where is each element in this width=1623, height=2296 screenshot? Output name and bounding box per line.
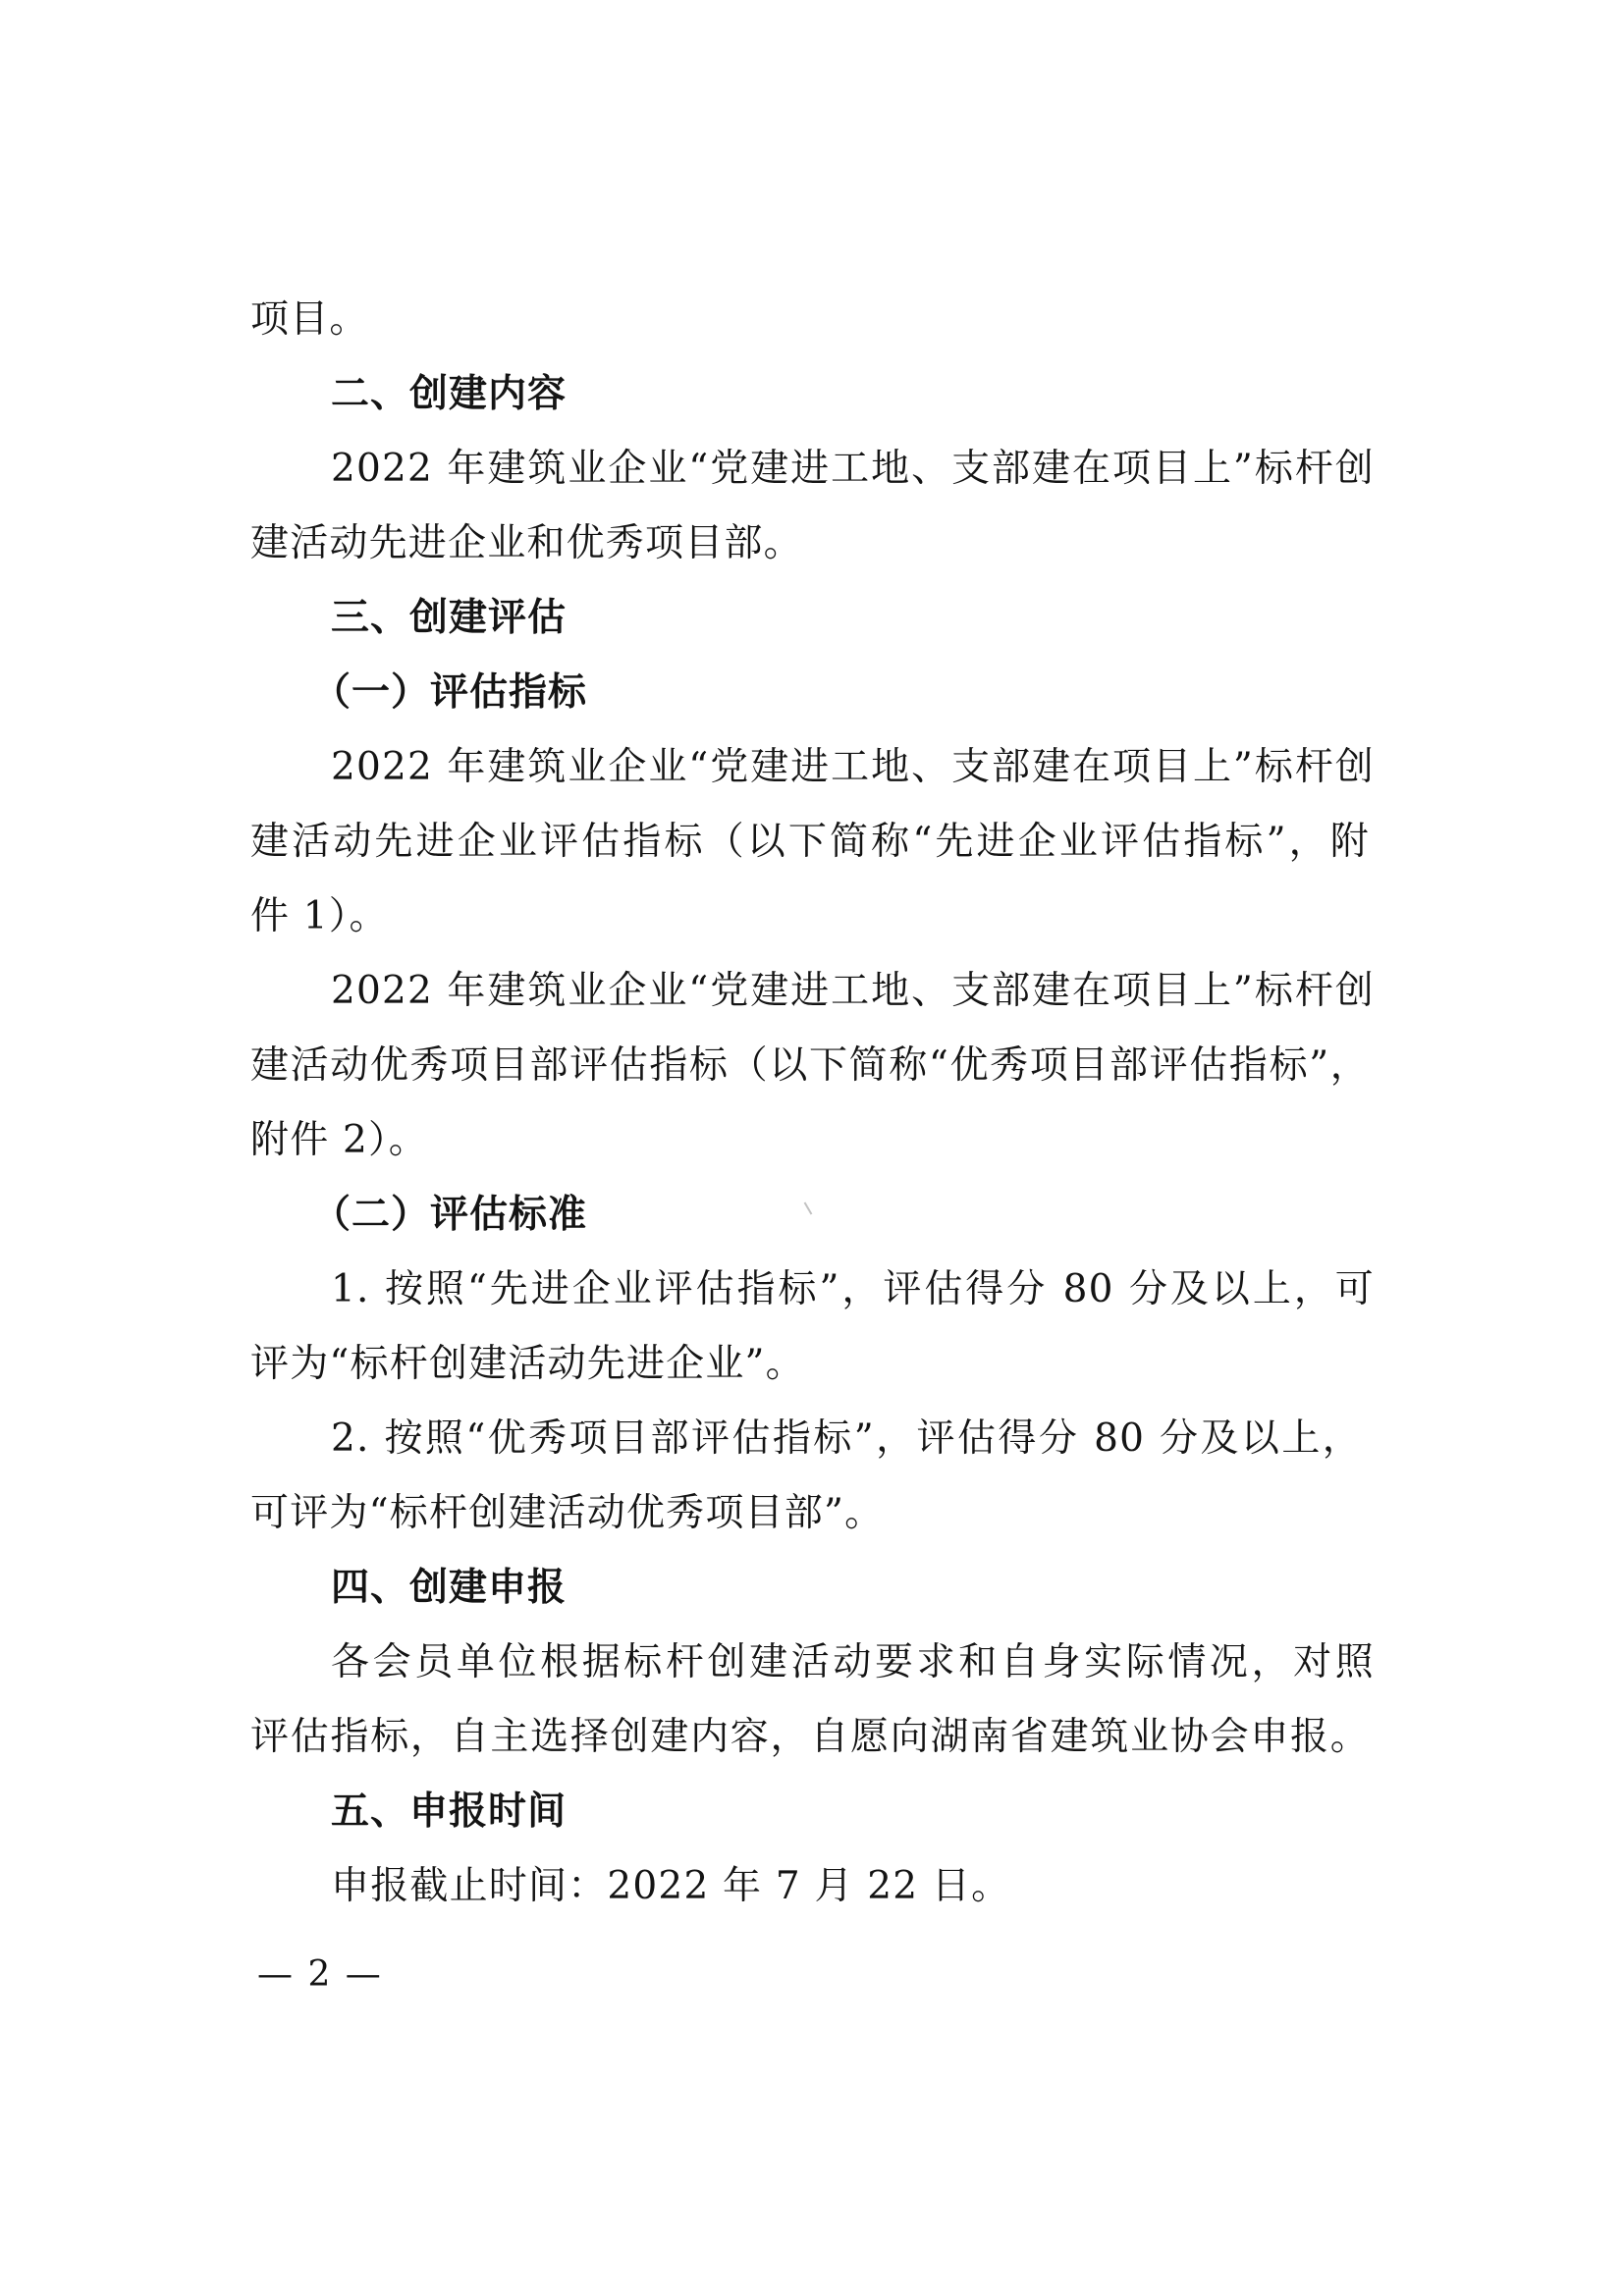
- list-item-line: 评为“标杆创建活动先进企业”。: [250, 1342, 805, 1386]
- list-item-line: 1. 按照“先进企业评估指标”，评估得分 80 分及以上，可: [331, 1267, 1375, 1311]
- paragraph-line: 附件 2）。: [250, 1118, 428, 1162]
- subsection-heading-3-2: （二）评估标准: [312, 1193, 588, 1237]
- paragraph-line: 建活动先进企业评估指标（以下简称“先进企业评估指标”，附: [250, 820, 1370, 864]
- paragraph-line: 2022 年建筑业企业“党建进工地、支部建在项目上”标杆创: [331, 745, 1375, 789]
- subsection-heading-3-1: （一）评估指标: [312, 670, 588, 715]
- paragraph-line: 2022 年建筑业企业“党建进工地、支部建在项目上”标杆创: [331, 969, 1375, 1013]
- paragraph-line: 建活动优秀项目部评估指标（以下简称“优秀项目部评估指标”，: [250, 1043, 1370, 1088]
- list-item-line: 可评为“标杆创建活动优秀项目部”。: [250, 1491, 885, 1535]
- paragraph-line: 各会员单位根据标杆创建活动要求和自身实际情况，对照: [331, 1640, 1375, 1684]
- list-item-line: 2. 按照“优秀项目部评估指标”，评估得分 80 分及以上，: [331, 1416, 1362, 1461]
- deadline-line: 申报截止时间：2022 年 7 月 22 日。: [331, 1864, 1011, 1908]
- paragraph-line: 建活动先进企业和优秀项目部。: [250, 521, 803, 565]
- paragraph-line: 2022 年建筑业企业“党建进工地、支部建在项目上”标杆创: [331, 447, 1375, 491]
- paragraph-line: 件 1）。: [250, 894, 389, 938]
- section-heading-3: 三、创建评估: [331, 596, 568, 640]
- paragraph-continuation: 项目。: [250, 297, 369, 342]
- section-heading-5: 五、申报时间: [331, 1789, 568, 1834]
- paragraph-line: 评估指标，自主选择创建内容，自愿向湖南省建筑业协会申报。: [250, 1715, 1370, 1759]
- section-heading-4: 四、创建申报: [331, 1566, 568, 1610]
- page-number: — 2 —: [257, 1954, 383, 1995]
- section-heading-2: 二、创建内容: [331, 372, 568, 416]
